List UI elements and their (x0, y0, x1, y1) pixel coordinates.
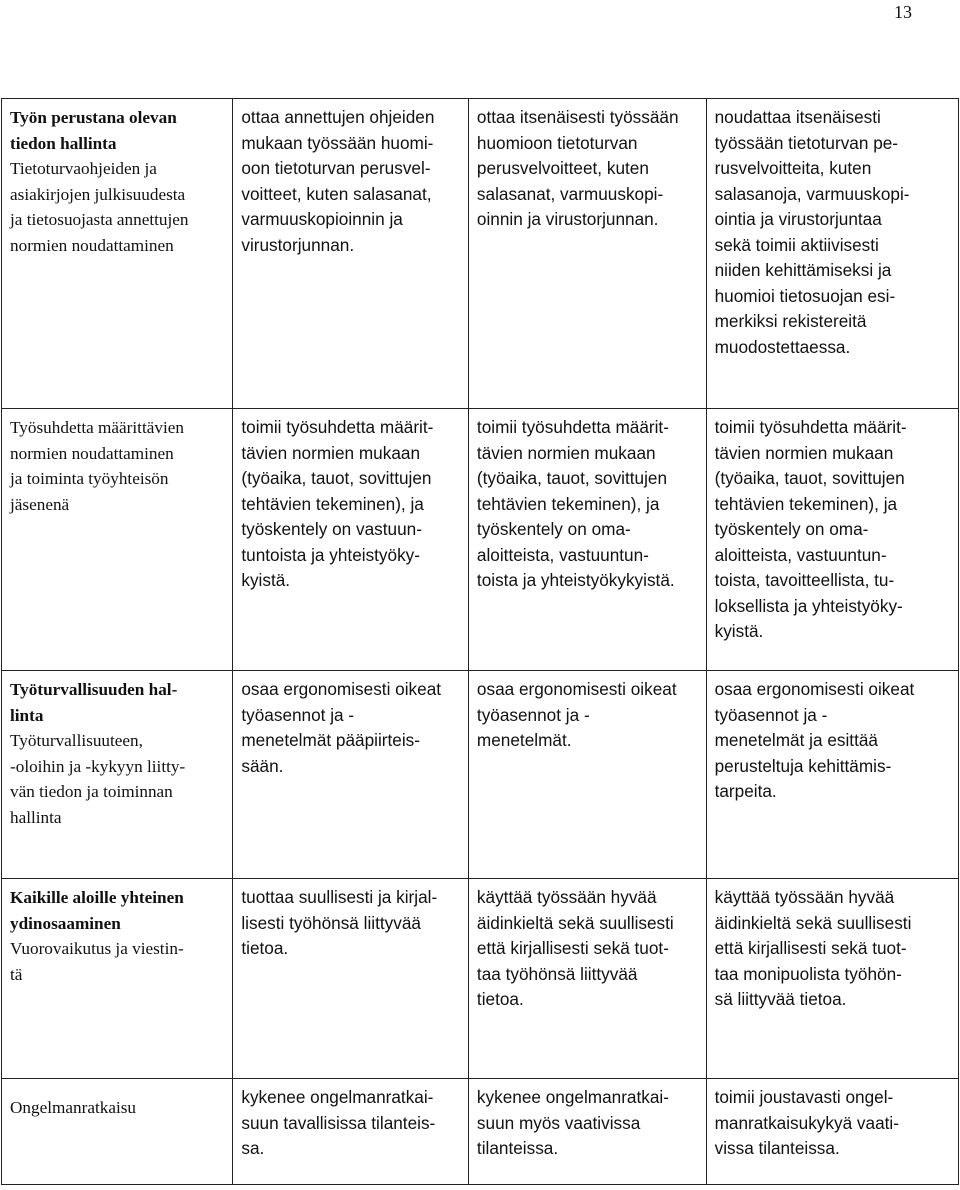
table-row (2, 99, 959, 409)
level-1-cell (233, 409, 469, 671)
table-row (2, 879, 959, 1079)
level-3-text: toimii työsuhdetta määrit- tävien normien mukaan (työaika, tauot, sovittujen tehtävien tekeminen), ja työskentely on oma- aloitteista, vastuuntun- toista, tavoitteellista, tu- loksellista ja yhteistyöky- kyistä. (714, 417, 907, 641)
level-3-cell (706, 671, 958, 879)
criterion-heading: Kaikille aloille yhteinen ydinosaaminen (10, 888, 184, 933)
table-row (2, 1079, 959, 1185)
level-2-text: käyttää työssään hyvää äidinkieltä sekä suullisesti että kirjallisesti sekä tuot- taa työhönsä liittyvää tietoa. (476, 887, 674, 1009)
criterion-subheading: Vuorovaikutus ja viestin- tä (10, 939, 184, 984)
level-1-cell (233, 671, 469, 879)
criterion-heading: Työn perustana olevan tiedon hallinta (10, 108, 177, 153)
page-number: 13 (894, 2, 912, 22)
level-2-cell (468, 671, 706, 879)
level-1-cell (233, 879, 469, 1079)
criterion-subheading: Ongelmanratkaisu (10, 1098, 137, 1117)
table-row (2, 671, 959, 879)
level-2-cell (468, 99, 706, 409)
level-2-text: osaa ergonomisesti oikeat työasennot ja - menetelmät. (476, 679, 677, 750)
criterion-cell (2, 1079, 233, 1185)
level-3-cell (706, 1079, 958, 1185)
assessment-criteria-table (1, 98, 959, 1185)
level-1-text: ottaa annettujen ohjeiden mukaan työssään huomi- oon tietoturvan perusvel- voitteet, kuten salasanat, varmuuskopioinnin ja virustorjunnan. (241, 107, 435, 255)
level-3-text: käyttää työssään hyvää äidinkieltä sekä suullisesti että kirjallisesti sekä tuot- taa monipuolista työhön- sä liittyvää tietoa. (714, 887, 912, 1009)
level-1-text: osaa ergonomisesti oikeat työasennot ja - menetelmät pääpiirteis- sään. (241, 679, 442, 776)
level-3-cell (706, 99, 958, 409)
level-1-text: toimii työsuhdetta määrit- tävien normien mukaan (työaika, tauot, sovittujen tehtävien tekeminen), ja työskentely on vastuun- tuntoista ja yhteistyöky- kyistä. (241, 417, 434, 590)
level-2-cell (468, 879, 706, 1079)
level-2-text: kykenee ongelmanratkai- suun myös vaativissa tilanteissa. (476, 1087, 669, 1158)
level-3-cell (706, 409, 958, 671)
level-1-cell (233, 1079, 469, 1185)
criterion-heading: Työturvallisuuden hal- linta (10, 680, 178, 725)
level-3-text: osaa ergonomisesti oikeat työasennot ja - menetelmät ja esittää perusteltuja kehittämis- tarpeita. (714, 679, 915, 801)
level-3-text: toimii joustavasti ongel- manratkaisukykyä vaati- vissa tilanteissa. (714, 1087, 899, 1158)
level-2-cell (468, 409, 706, 671)
level-3-cell (706, 879, 958, 1079)
criterion-cell (2, 671, 233, 879)
table-row (2, 409, 959, 671)
level-3-text: noudattaa itsenäisesti työssään tietoturvan pe- rusvelvoitteita, kuten salasanoja, varmuuskopi- ointia ja virustorjuntaa sekä toimii aktiivisesti niiden kehittämiseksi ja huomioi tietosuojan esi- merkiksi rekistereitä muodostettaessa. (714, 107, 910, 357)
criterion-cell (2, 409, 233, 671)
criterion-subheading: Tietoturvaohjeiden ja asiakirjojen julkisuudesta ja tietosuojasta annettujen normien noudattaminen (10, 159, 189, 255)
criterion-cell (2, 99, 233, 409)
criterion-cell (2, 879, 233, 1079)
level-1-text: tuottaa suullisesti ja kirjal- lisesti työhönsä liittyvää tietoa. (241, 887, 438, 958)
criterion-subheading: Työsuhdetta määrittävien normien noudattaminen ja toiminta työyhteisön jäsenenä (10, 418, 184, 514)
level-2-text: ottaa itsenäisesti työssään huomioon tietoturvan perusvelvoitteet, kuten salasanat, varmuuskopi- oinnin ja virustorjunnan. (476, 107, 679, 229)
level-2-cell (468, 1079, 706, 1185)
criterion-subheading: Työturvallisuuteen, -oloihin ja -kykyyn liitty- vän tiedon ja toiminnan hallinta (10, 731, 186, 827)
level-1-cell (233, 99, 469, 409)
level-1-text: kykenee ongelmanratkai- suun tavallisissa tilanteis- sa. (241, 1087, 436, 1158)
level-2-text: toimii työsuhdetta määrit- tävien normien mukaan (työaika, tauot, sovittujen tehtävien tekeminen), ja työskentely on oma- aloitteista, vastuuntun- toista ja yhteistyökykyistä. (476, 417, 675, 590)
